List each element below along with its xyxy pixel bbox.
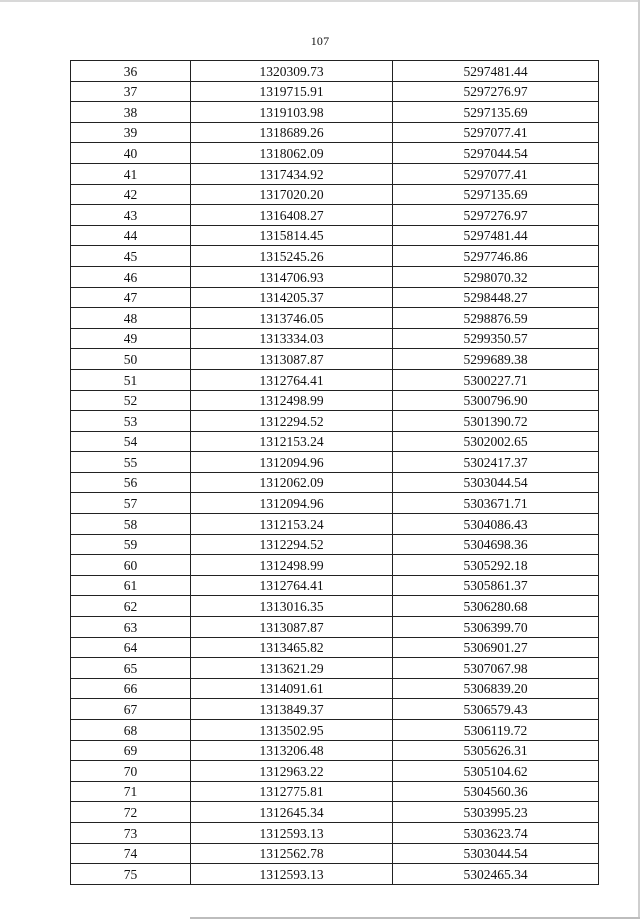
x-coordinate-cell: 1312645.34 (191, 802, 393, 823)
table-row (71, 246, 599, 267)
x-coordinate-cell: 1312562.78 (191, 843, 393, 864)
y-coordinate-cell: 5297481.44 (393, 61, 599, 82)
table-row (71, 163, 599, 184)
x-coordinate-cell: 1314205.37 (191, 287, 393, 308)
y-coordinate-cell: 5297746.86 (393, 246, 599, 267)
point-number-cell: 60 (71, 555, 191, 576)
table-row (71, 61, 599, 82)
y-coordinate-cell: 5304086.43 (393, 514, 599, 535)
x-coordinate-cell: 1317020.20 (191, 184, 393, 205)
table-row (71, 184, 599, 205)
point-number-cell: 53 (71, 411, 191, 432)
scan-edge-top (0, 0, 640, 2)
x-coordinate-cell: 1312764.41 (191, 575, 393, 596)
y-coordinate-cell: 5297276.97 (393, 81, 599, 102)
x-coordinate-cell: 1315245.26 (191, 246, 393, 267)
table-row (71, 843, 599, 864)
y-coordinate-cell: 5305292.18 (393, 555, 599, 576)
y-coordinate-cell: 5298070.32 (393, 266, 599, 287)
point-number-cell: 43 (71, 205, 191, 226)
x-coordinate-cell: 1313502.95 (191, 720, 393, 741)
point-number-cell: 55 (71, 452, 191, 473)
coordinate-table-body (71, 61, 599, 885)
y-coordinate-cell: 5297044.54 (393, 143, 599, 164)
point-number-cell: 52 (71, 390, 191, 411)
point-number-cell: 74 (71, 843, 191, 864)
point-number-cell: 63 (71, 617, 191, 638)
table-row (71, 369, 599, 390)
y-coordinate-cell: 5303044.54 (393, 843, 599, 864)
x-coordinate-cell: 1315814.45 (191, 225, 393, 246)
y-coordinate-cell: 5297077.41 (393, 163, 599, 184)
y-coordinate-cell: 5303995.23 (393, 802, 599, 823)
point-number-cell: 56 (71, 472, 191, 493)
table-row (71, 534, 599, 555)
y-coordinate-cell: 5297135.69 (393, 102, 599, 123)
table-row (71, 81, 599, 102)
x-coordinate-cell: 1318689.26 (191, 122, 393, 143)
table-row (71, 225, 599, 246)
y-coordinate-cell: 5300796.90 (393, 390, 599, 411)
table-row (71, 143, 599, 164)
y-coordinate-cell: 5299350.57 (393, 328, 599, 349)
point-number-cell: 71 (71, 781, 191, 802)
x-coordinate-cell: 1312775.81 (191, 781, 393, 802)
x-coordinate-cell: 1312062.09 (191, 472, 393, 493)
table-row (71, 493, 599, 514)
y-coordinate-cell: 5306399.70 (393, 617, 599, 638)
x-coordinate-cell: 1319715.91 (191, 81, 393, 102)
table-row (71, 411, 599, 432)
point-number-cell: 41 (71, 163, 191, 184)
x-coordinate-cell: 1312593.13 (191, 864, 393, 885)
y-coordinate-cell: 5302002.65 (393, 431, 599, 452)
y-coordinate-cell: 5305861.37 (393, 575, 599, 596)
x-coordinate-cell: 1313465.82 (191, 637, 393, 658)
point-number-cell: 36 (71, 61, 191, 82)
point-number-cell: 42 (71, 184, 191, 205)
table-row (71, 472, 599, 493)
point-number-cell: 46 (71, 266, 191, 287)
y-coordinate-cell: 5302465.34 (393, 864, 599, 885)
x-coordinate-cell: 1314706.93 (191, 266, 393, 287)
x-coordinate-cell: 1313746.05 (191, 308, 393, 329)
y-coordinate-cell: 5297077.41 (393, 122, 599, 143)
x-coordinate-cell: 1318062.09 (191, 143, 393, 164)
x-coordinate-cell: 1319103.98 (191, 102, 393, 123)
table-row (71, 575, 599, 596)
coordinate-table (70, 60, 599, 885)
table-row (71, 514, 599, 535)
y-coordinate-cell: 5302417.37 (393, 452, 599, 473)
table-row (71, 740, 599, 761)
point-number-cell: 65 (71, 658, 191, 679)
y-coordinate-cell: 5303671.71 (393, 493, 599, 514)
x-coordinate-cell: 1320309.73 (191, 61, 393, 82)
table-row (71, 658, 599, 679)
point-number-cell: 54 (71, 431, 191, 452)
table-row (71, 287, 599, 308)
table-row (71, 678, 599, 699)
x-coordinate-cell: 1313087.87 (191, 617, 393, 638)
table-row (71, 266, 599, 287)
table-row (71, 822, 599, 843)
point-number-cell: 66 (71, 678, 191, 699)
y-coordinate-cell: 5297481.44 (393, 225, 599, 246)
point-number-cell: 37 (71, 81, 191, 102)
y-coordinate-cell: 5306119.72 (393, 720, 599, 741)
x-coordinate-cell: 1312153.24 (191, 514, 393, 535)
y-coordinate-cell: 5298448.27 (393, 287, 599, 308)
y-coordinate-cell: 5305626.31 (393, 740, 599, 761)
point-number-cell: 70 (71, 761, 191, 782)
x-coordinate-cell: 1312153.24 (191, 431, 393, 452)
table-row (71, 431, 599, 452)
x-coordinate-cell: 1312764.41 (191, 369, 393, 390)
y-coordinate-cell: 5298876.59 (393, 308, 599, 329)
table-row (71, 699, 599, 720)
point-number-cell: 61 (71, 575, 191, 596)
x-coordinate-cell: 1316408.27 (191, 205, 393, 226)
table-row (71, 349, 599, 370)
table-row (71, 720, 599, 741)
x-coordinate-cell: 1313016.35 (191, 596, 393, 617)
point-number-cell: 57 (71, 493, 191, 514)
point-number-cell: 51 (71, 369, 191, 390)
x-coordinate-cell: 1317434.92 (191, 163, 393, 184)
y-coordinate-cell: 5306901.27 (393, 637, 599, 658)
table-row (71, 617, 599, 638)
x-coordinate-cell: 1313621.29 (191, 658, 393, 679)
point-number-cell: 40 (71, 143, 191, 164)
y-coordinate-cell: 5307067.98 (393, 658, 599, 679)
point-number-cell: 67 (71, 699, 191, 720)
point-number-cell: 69 (71, 740, 191, 761)
point-number-cell: 68 (71, 720, 191, 741)
table-row (71, 390, 599, 411)
y-coordinate-cell: 5304698.36 (393, 534, 599, 555)
point-number-cell: 38 (71, 102, 191, 123)
y-coordinate-cell: 5303044.54 (393, 472, 599, 493)
point-number-cell: 50 (71, 349, 191, 370)
y-coordinate-cell: 5304560.36 (393, 781, 599, 802)
x-coordinate-cell: 1312963.22 (191, 761, 393, 782)
y-coordinate-cell: 5299689.38 (393, 349, 599, 370)
y-coordinate-cell: 5297276.97 (393, 205, 599, 226)
y-coordinate-cell: 5297135.69 (393, 184, 599, 205)
table-row (71, 452, 599, 473)
point-number-cell: 72 (71, 802, 191, 823)
x-coordinate-cell: 1312498.99 (191, 555, 393, 576)
x-coordinate-cell: 1312094.96 (191, 493, 393, 514)
x-coordinate-cell: 1312593.13 (191, 822, 393, 843)
table-row (71, 761, 599, 782)
point-number-cell: 47 (71, 287, 191, 308)
table-row (71, 308, 599, 329)
table-row (71, 555, 599, 576)
table-row (71, 328, 599, 349)
table-row (71, 205, 599, 226)
table-row (71, 596, 599, 617)
point-number-cell: 75 (71, 864, 191, 885)
x-coordinate-cell: 1312094.96 (191, 452, 393, 473)
point-number-cell: 58 (71, 514, 191, 535)
y-coordinate-cell: 5301390.72 (393, 411, 599, 432)
y-coordinate-cell: 5306579.43 (393, 699, 599, 720)
table-row (71, 802, 599, 823)
table-row (71, 864, 599, 885)
x-coordinate-cell: 1313087.87 (191, 349, 393, 370)
x-coordinate-cell: 1313849.37 (191, 699, 393, 720)
point-number-cell: 59 (71, 534, 191, 555)
table-row (71, 102, 599, 123)
table-row (71, 637, 599, 658)
y-coordinate-cell: 5300227.71 (393, 369, 599, 390)
point-number-cell: 44 (71, 225, 191, 246)
y-coordinate-cell: 5303623.74 (393, 822, 599, 843)
point-number-cell: 48 (71, 308, 191, 329)
x-coordinate-cell: 1313206.48 (191, 740, 393, 761)
table-row (71, 781, 599, 802)
point-number-cell: 45 (71, 246, 191, 267)
x-coordinate-cell: 1314091.61 (191, 678, 393, 699)
y-coordinate-cell: 5305104.62 (393, 761, 599, 782)
y-coordinate-cell: 5306280.68 (393, 596, 599, 617)
x-coordinate-cell: 1312294.52 (191, 534, 393, 555)
table-row (71, 122, 599, 143)
y-coordinate-cell: 5306839.20 (393, 678, 599, 699)
x-coordinate-cell: 1312498.99 (191, 390, 393, 411)
x-coordinate-cell: 1313334.03 (191, 328, 393, 349)
point-number-cell: 49 (71, 328, 191, 349)
point-number-cell: 64 (71, 637, 191, 658)
x-coordinate-cell: 1312294.52 (191, 411, 393, 432)
point-number-cell: 62 (71, 596, 191, 617)
point-number-cell: 39 (71, 122, 191, 143)
point-number-cell: 73 (71, 822, 191, 843)
page-number: 107 (310, 34, 330, 48)
